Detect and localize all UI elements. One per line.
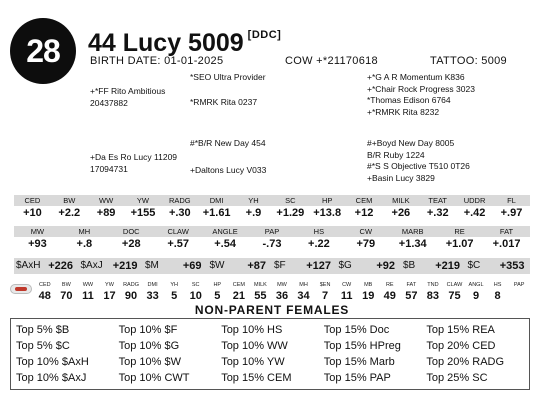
epd-value: +.017 <box>483 237 530 252</box>
index-label: $F <box>272 258 304 274</box>
epd-value: +.9 <box>235 206 272 221</box>
epd-label: FL <box>493 195 530 206</box>
index-label: $W <box>208 258 240 274</box>
percentile-value: 9 <box>472 290 480 302</box>
epd-label: DOC <box>108 226 155 237</box>
percentile-values-row <box>34 289 530 303</box>
percentile-value: 10 <box>189 290 202 302</box>
registry-tag: [DDC] <box>247 29 282 41</box>
pedigree-sire-great-grandparents <box>367 72 475 118</box>
epd-label: TEAT <box>419 195 456 206</box>
percentile-value: 7 <box>322 290 329 302</box>
epd-label: MARB <box>389 226 436 237</box>
pedigree-line: +*Chair Rock Progress 3023 <box>367 83 475 94</box>
epd-labels-row <box>14 226 530 237</box>
epd-label: HP <box>309 195 346 206</box>
epd-labels-row <box>14 195 530 206</box>
pedigree-sire <box>90 86 165 109</box>
percentile-label: SC <box>191 282 200 288</box>
ranking-item: Top 15% HPreg <box>323 340 401 352</box>
ranking-item: Top 10% WW <box>221 340 288 352</box>
lot-number: 28 <box>26 32 60 69</box>
percentile-value: 8 <box>494 290 501 302</box>
epd-value: +28 <box>108 237 155 252</box>
epd-value: +89 <box>88 206 125 221</box>
epd-label: UDDR <box>456 195 493 206</box>
percentile-value: 75 <box>448 290 461 302</box>
pedigree-line: +*FF Rito Ambitious <box>90 86 166 96</box>
ranking-item: Top 20% CED <box>426 340 496 352</box>
ranking-item: Top 10% $G <box>118 340 180 352</box>
percentile-label: HP <box>213 282 222 288</box>
epd-label: SC <box>272 195 309 206</box>
epd-value: +1.29 <box>272 206 309 221</box>
pedigree-line: +Da Es Ro Lucy 11209 <box>90 152 178 162</box>
epd-label: CEM <box>346 195 383 206</box>
pedigree-dam <box>90 152 177 175</box>
percentile-value: 19 <box>362 290 375 302</box>
epd-label: YH <box>235 195 272 206</box>
percentile-value: 21 <box>232 290 245 302</box>
percentile-section <box>10 281 530 305</box>
percentile-label: WW <box>82 282 94 288</box>
pedigree-line: B/R Ruby 1224 <box>367 149 425 160</box>
ranking-item: Top 5% $B <box>16 324 70 336</box>
percentile-value: 17 <box>103 290 116 302</box>
percentile-label: $EN <box>319 282 331 288</box>
pedigree-line: +*RMRK Rita 8232 <box>367 106 440 117</box>
epd-label: MILK <box>382 195 419 206</box>
epd-value: +26 <box>382 206 419 221</box>
index-value: +92 <box>369 258 401 274</box>
index-value: +219 <box>433 258 465 274</box>
animal-name: 44 Lucy 5009 <box>88 29 244 57</box>
percentile-label: FAT <box>406 282 417 288</box>
epd-value: +2.2 <box>51 206 88 221</box>
percentile-label: DMI <box>147 282 158 288</box>
rankings-box <box>10 318 530 390</box>
epd-label: MH <box>61 226 108 237</box>
percentile-value: 57 <box>405 290 418 302</box>
epd-value: +.57 <box>155 237 202 252</box>
index-value: +127 <box>304 258 336 274</box>
percentile-label: MILK <box>253 282 267 288</box>
percentile-value: 33 <box>146 290 159 302</box>
ranking-item: Top 10% HS <box>221 324 283 336</box>
index-value: +353 <box>498 258 530 274</box>
ranking-item: Top 15% CEM <box>221 372 292 384</box>
index-value: +87 <box>240 258 272 274</box>
index-label: $C <box>466 258 498 274</box>
percentile-label: MH <box>299 282 308 288</box>
index-value: +219 <box>111 258 143 274</box>
percentile-value: 11 <box>340 290 353 302</box>
pedigree-line: *RMRK Rita 0237 <box>190 97 258 107</box>
pedigree-line: +*G A R Momentum K836 <box>367 72 465 82</box>
epd-value: +12 <box>346 206 383 221</box>
pedigree-line: +Basin Lucy 3829 <box>367 172 435 183</box>
epd-label: PAP <box>249 226 296 237</box>
epd-value: +1.61 <box>198 206 235 221</box>
index-table <box>14 258 530 274</box>
percentile-label: RE <box>385 282 394 288</box>
percentile-value: 36 <box>275 290 289 302</box>
epd-label: BW <box>51 195 88 206</box>
ranking-item: Top 15% REA <box>426 324 495 336</box>
ranking-item: Top 15% Marb <box>323 356 395 368</box>
pedigree-dam-dam <box>190 165 266 177</box>
ranking-item: Top 20% RADG <box>426 356 505 368</box>
epd-value: +.30 <box>161 206 198 221</box>
epd-value: +155 <box>125 206 162 221</box>
birth-date: BIRTH DATE: 01-01-2025 <box>90 55 224 67</box>
epd-label: WW <box>88 195 125 206</box>
epd-value: +.54 <box>202 237 249 252</box>
ranking-item: Top 10% YW <box>221 356 285 368</box>
epd-value: +93 <box>14 237 61 252</box>
percentile-label: TND <box>427 282 439 288</box>
pedigree-line: 20437882 <box>90 97 128 108</box>
ranking-item: Top 25% SC <box>426 372 488 384</box>
epd-label: MW <box>14 226 61 237</box>
percentile-label: CEM <box>232 282 245 288</box>
pedigree-line: +Daltons Lucy V033 <box>190 165 267 175</box>
epd-label: ANGLE <box>202 226 249 237</box>
lot-number-badge <box>10 18 76 84</box>
epd-table-row1 <box>14 195 530 221</box>
percentile-value: 11 <box>82 290 94 302</box>
animal-title <box>88 20 281 58</box>
percentile-label: MW <box>277 282 287 288</box>
ranking-item: Top 10% $F <box>118 324 178 336</box>
epd-values-row <box>14 237 530 252</box>
percentile-label: YW <box>105 282 114 288</box>
ranking-item: Top 15% PAP <box>323 372 391 384</box>
cow-id: COW +*21170618 <box>285 55 378 67</box>
epd-label: CW <box>342 226 389 237</box>
ranking-item: Top 5% $C <box>16 340 70 352</box>
epd-value: +13.8 <box>309 206 346 221</box>
percentile-label: RADG <box>123 282 139 288</box>
index-label: $B <box>401 258 433 274</box>
index-label: $AxH <box>14 258 46 274</box>
index-label: $AxJ <box>79 258 111 274</box>
epd-label: RE <box>436 226 483 237</box>
ranking-item: Top 10% $AxH <box>16 356 89 368</box>
breed-logo-icon <box>10 284 32 294</box>
percentile-value: 5 <box>214 290 221 302</box>
percentile-label: CW <box>342 282 352 288</box>
epd-value: +1.07 <box>436 237 483 252</box>
epd-value: +.42 <box>456 206 493 221</box>
percentile-value: 70 <box>60 290 73 302</box>
ranking-item: Top 10% $W <box>118 356 181 368</box>
percentile-labels-row <box>34 281 530 289</box>
pedigree-dam-great-grandparents <box>367 138 470 184</box>
ranking-item: Top 10% $AxJ <box>16 372 87 384</box>
pedigree-line: #*S S Objective T510 0T26 <box>367 161 470 171</box>
epd-label: HS <box>295 226 342 237</box>
percentile-label: HS <box>493 282 502 288</box>
percentile-label: CLAW <box>446 282 463 288</box>
percentile-value: 5 <box>171 290 178 302</box>
tattoo: TATTOO: 5009 <box>430 55 507 67</box>
epd-value: +79 <box>342 237 389 252</box>
pedigree-line: #+Boyd New Day 8005 <box>367 138 455 148</box>
percentile-table <box>34 281 530 303</box>
percentile-value: 48 <box>38 290 51 302</box>
pedigree-sire-dam <box>190 97 257 109</box>
pedigree-sire-sire <box>190 72 266 84</box>
index-label: $M <box>143 258 175 274</box>
index-row <box>14 258 530 274</box>
epd-value: +.8 <box>61 237 108 252</box>
epd-value: +.32 <box>419 206 456 221</box>
pedigree-dam-sire <box>190 138 266 150</box>
pedigree-line: *SEO Ultra Provider <box>190 72 266 82</box>
epd-label: FAT <box>483 226 530 237</box>
epd-label: DMI <box>198 195 235 206</box>
percentile-label: ANGL <box>468 282 484 288</box>
ranking-item: Top 15% Doc <box>323 324 390 336</box>
percentile-value: 83 <box>426 290 440 302</box>
percentile-value: 34 <box>297 290 310 302</box>
percentile-value: 90 <box>124 290 138 302</box>
epd-label: RADG <box>161 195 198 206</box>
epd-label: CLAW <box>155 226 202 237</box>
percentile-label: PAP <box>513 282 525 288</box>
pedigree-line: #*B/R New Day 454 <box>190 138 266 148</box>
epd-value: +10 <box>14 206 51 221</box>
percentile-value: 55 <box>254 290 267 302</box>
epd-value: +1.34 <box>389 237 436 252</box>
epd-label: CED <box>14 195 51 206</box>
index-value: +226 <box>46 258 78 274</box>
index-value: +69 <box>175 258 207 274</box>
pedigree-line: 17094731 <box>90 163 128 174</box>
percentile-label: YH <box>170 282 178 288</box>
percentile-label: MB <box>364 282 373 288</box>
ranking-item: Top 10% CWT <box>118 372 190 384</box>
index-label: $G <box>337 258 369 274</box>
epd-value: +.22 <box>295 237 342 252</box>
epd-values-row <box>14 206 530 221</box>
percentile-label: BW <box>61 282 71 288</box>
percentile-value: 49 <box>383 290 396 302</box>
epd-table-row2 <box>14 226 530 252</box>
percentile-label: CED <box>38 282 51 288</box>
epd-value: -.73 <box>249 237 296 252</box>
epd-label: YW <box>125 195 162 206</box>
section-title: NON-PARENT FEMALES <box>194 303 350 317</box>
pedigree-line: *Thomas Edison 6764 <box>367 95 451 105</box>
epd-value: +.97 <box>493 206 530 221</box>
percentile-value <box>508 289 530 303</box>
